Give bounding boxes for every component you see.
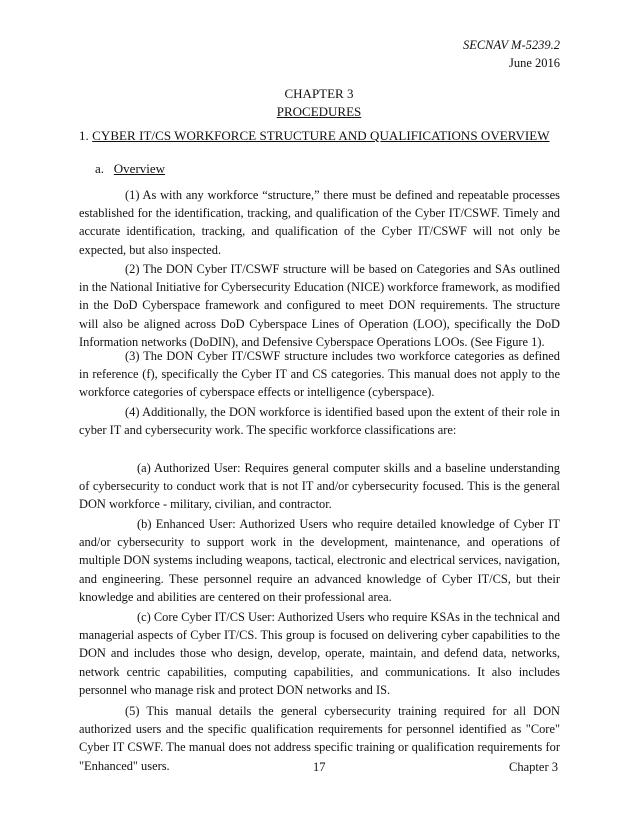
section-number: 1. [79, 128, 89, 143]
paragraph-2: (2) The DON Cyber IT/CSWF structure will be based on Categories and SAs outlined in the National Initiative for Cybersecurity Education (NICE) workforce framework, as modified in the DoD Cyberspace framework and configured to meet DON requirements. The structure will also be aligned across DoD Cyberspace Lines of Operation (LOO), specifically the DoD Information networks (DoDIN), and Defensive Cyberspace Operations LOOs. (See Figure 1). [79, 262, 561, 349]
document-date: June 2016 [508, 56, 560, 70]
paragraph-4c: (c) Core Cyber IT/CS User: Authorized Users who require KSAs in the technical and managerial aspects of Cyber IT/CS. This group is focused on delivering cyber capabilities to the DON and includes those who design, develop, operate, maintain, and defend data, networks, network centric capabilities, computing capabilities, and communications. It also includes personnel who manage risk and protect DON networks and IS. [79, 610, 560, 697]
paragraph-4a: (a) Authorized User: Requires general computer skills and a baseline understanding of cybersecurity to conduct work that is not IT and/or cybersecurity focused. This is the general DON workforce - military, civilian, and contractor. [79, 461, 560, 512]
subsection-letter: a. [95, 161, 105, 176]
page-number: 17 [313, 760, 326, 774]
document-id: SECNAV M-5239.2 [462, 38, 560, 52]
subsection-title: Overview [113, 161, 166, 176]
chapter-heading: CHAPTER 3 [284, 86, 354, 101]
paragraph-3: (3) The DON Cyber IT/CSWF structure includes two workforce categories as defined in reference (f), specifically the Cyber IT and CS categories. This manual does not apply to the workforce categories of cyberspace effects or intelligence (cyberspace). [79, 349, 560, 400]
paragraph-1: (1) As with any workforce “structure,” there must be defined and repeatable processes established for the identification, tracking, and qualification of the Cyber IT/CSWF. Timely and accurate identification, tracking, and qualification of the Cyber IT/CSWF will not only be expected, but also inspected. [79, 188, 560, 257]
page-title: PROCEDURES [276, 104, 362, 119]
section-title: CYBER IT/CS WORKFORCE STRUCTURE AND QUALIFICATIONS OVERVIEW [92, 128, 550, 143]
footer-chapter: Chapter 3 [509, 760, 558, 774]
paragraph-5: (5) This manual details the general cybersecurity training required for all DON authorized users and the specific qualification requirements for personnel identified as "Core" Cyber IT CSWF. The manual does not address specific training or qualification requirements for "Enhanced" users. [79, 704, 560, 773]
paragraph-4b: (b) Enhanced User: Authorized Users who require detailed knowledge of Cyber IT and/or cybersecurity to support work in the development, maintenance, and operations of multiple DON systems including weapons, tactical, electronic and electrical services, navigation, and engineering. These personnel require an advanced knowledge of Cyber IT/CS, but their knowledge and abilities are centered on their professional area. [79, 517, 561, 604]
section-heading [79, 128, 550, 144]
paragraph-4: (4) Additionally, the DON workforce is identified based upon the extent of their role in cyber IT and cybersecurity work. The specific workforce classifications are: [79, 405, 560, 438]
subsection-heading [95, 161, 165, 177]
